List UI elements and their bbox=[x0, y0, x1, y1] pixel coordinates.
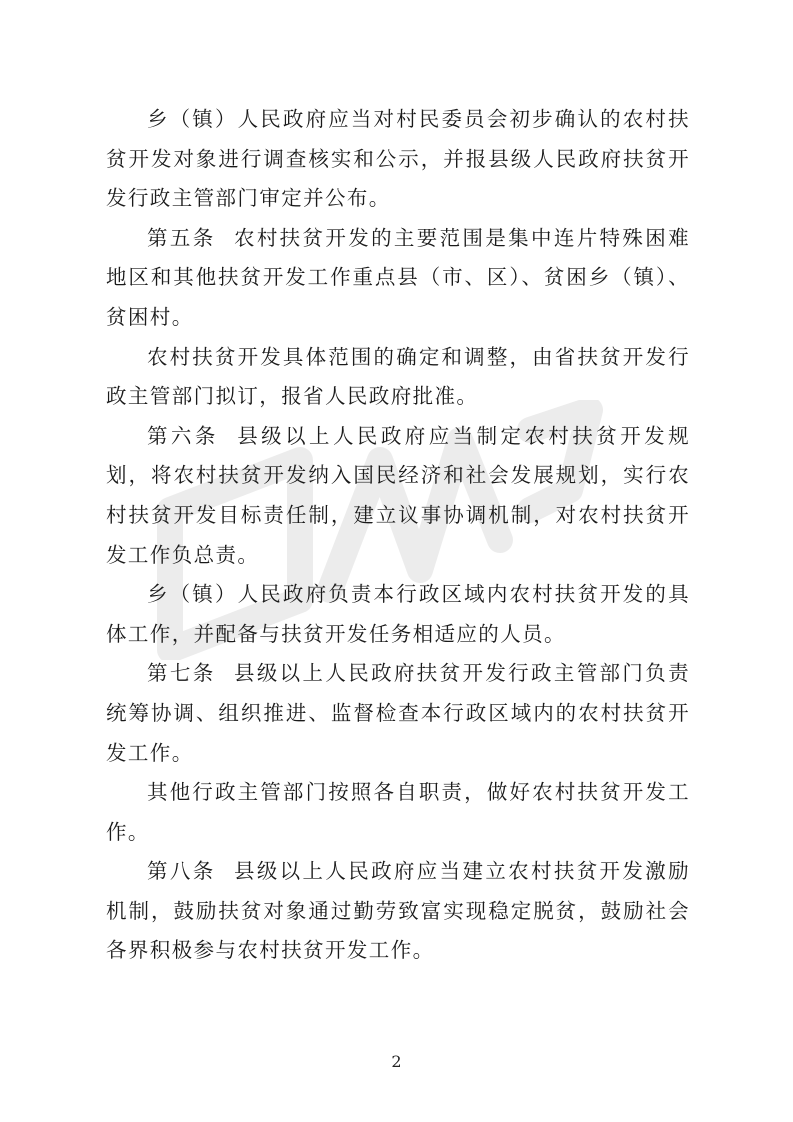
document-body bbox=[106, 100, 690, 971]
paragraph bbox=[106, 100, 690, 219]
paragraph-text: 其他行政主管部门按照各自职责，做好农村扶贫开发工作。 bbox=[106, 780, 690, 844]
paragraph-text: 农村扶贫开发的主要范围是集中连片特殊困难地区和其他扶贫开发工作重点县（市、区）、贫困乡（镇）、贫困村。 bbox=[106, 225, 690, 329]
paragraph-text: 县级以上人民政府应当制定农村扶贫开发规划，将农村扶贫开发纳入国民经济和社会发展规划，实行农村扶贫开发目标责任制，建立议事协调机制，对农村扶贫开发工作负总责。 bbox=[106, 423, 690, 567]
paragraph bbox=[106, 852, 690, 971]
paragraph-text: 农村扶贫开发具体范围的确定和调整，由省扶贫开发行政主管部门拟订，报省人民政府批准。 bbox=[106, 344, 690, 409]
paragraph bbox=[106, 219, 690, 338]
paragraph-text: 乡（镇）人民政府负责本行政区域内农村扶贫开发的具体工作，并配备与扶贫开发任务相适应的人员。 bbox=[106, 582, 690, 646]
paragraph-text: 县级以上人民政府扶贫开发行政主管部门负责统筹协调、组织推进、监督检查本行政区域内的农村扶贫开发工作。 bbox=[106, 661, 690, 765]
paragraph bbox=[106, 575, 690, 654]
article-number: 第七条 bbox=[147, 661, 216, 686]
article-number: 第六条 bbox=[147, 423, 219, 448]
article-number: 第五条 bbox=[147, 225, 216, 250]
paragraph-text: 县级以上人民政府应当建立农村扶贫开发激励机制，鼓励扶贫对象通过勤劳致富实现稳定脱贫，鼓励社会各界积极参与农村扶贫开发工作。 bbox=[106, 859, 690, 963]
paragraph bbox=[106, 417, 690, 575]
page-number: 2 bbox=[391, 1052, 402, 1071]
article-number: 第八条 bbox=[147, 859, 216, 884]
paragraph bbox=[106, 773, 690, 852]
paragraph bbox=[106, 654, 690, 773]
paragraph bbox=[106, 338, 690, 417]
paragraph-text: 乡（镇）人民政府应当对村民委员会初步确认的农村扶贫开发对象进行调查核实和公示，并报县级人民政府扶贫开发行政主管部门审定并公布。 bbox=[106, 107, 690, 211]
